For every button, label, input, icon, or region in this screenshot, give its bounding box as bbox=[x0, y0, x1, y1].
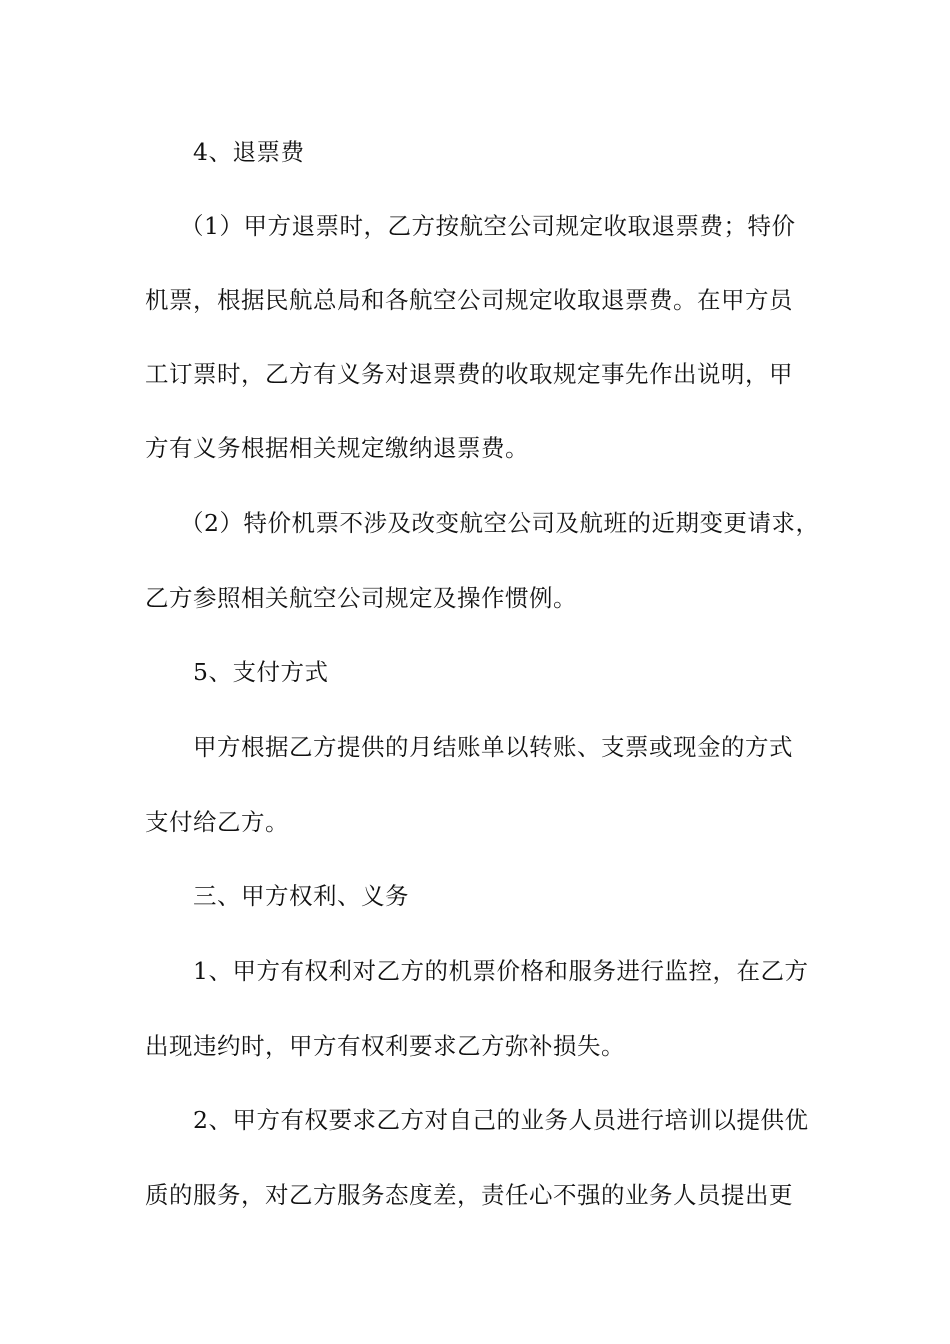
heading-payment-method: 5、支付方式 bbox=[193, 658, 329, 686]
paragraph-line: （1）甲方退票时，乙方按航空公司规定收取退票费；特价 bbox=[180, 212, 796, 240]
paragraph-line: 支付给乙方。 bbox=[145, 808, 289, 836]
paragraph-line: 质的服务，对乙方服务态度差，责任心不强的业务人员提出更 bbox=[145, 1181, 793, 1209]
paragraph-line: 出现违约时，甲方有权利要求乙方弥补损失。 bbox=[145, 1032, 625, 1060]
paragraph-line: 1、甲方有权利对乙方的机票价格和服务进行监控，在乙方 bbox=[193, 957, 809, 985]
heading-refund-fee: 4、退票费 bbox=[193, 138, 305, 166]
paragraph-line: 甲方根据乙方提供的月结账单以转账、支票或现金的方式 bbox=[193, 733, 793, 761]
heading-party-a-rights: 三、甲方权利、义务 bbox=[193, 882, 409, 910]
paragraph-line: 乙方参照相关航空公司规定及操作惯例。 bbox=[145, 584, 577, 612]
paragraph-line: （2）特价机票不涉及改变航空公司及航班的近期变更请求， bbox=[180, 509, 820, 537]
paragraph-line: 机票，根据民航总局和各航空公司规定收取退票费。在甲方员 bbox=[145, 286, 793, 314]
paragraph-line: 工订票时，乙方有义务对退票费的收取规定事先作出说明，甲 bbox=[145, 360, 793, 388]
paragraph-line: 2、甲方有权要求乙方对自己的业务人员进行培训以提供优 bbox=[193, 1106, 809, 1134]
paragraph-line: 方有义务根据相关规定缴纳退票费。 bbox=[145, 434, 529, 462]
